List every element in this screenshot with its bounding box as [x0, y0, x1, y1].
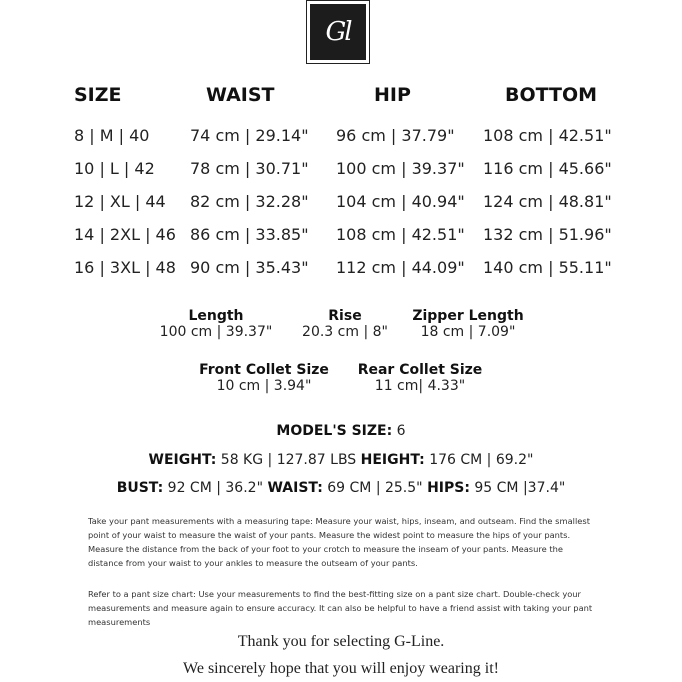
spec-value: 100 cm | 39.37" [159, 324, 273, 340]
thank-you-line: Thank you for selecting G-Line. [237, 633, 445, 650]
header-hip: HIP [374, 84, 411, 106]
table-row [0, 258, 682, 291]
spec-label: Zipper Length [412, 308, 524, 324]
waist-value: 69 CM | 25.5" [327, 480, 423, 496]
size-cell: 10 | L | 42 [74, 159, 155, 178]
bust-value: 92 CM | 36.2" [167, 480, 264, 496]
table-row [0, 159, 682, 192]
bottom-cell: 140 cm | 55.11" [483, 258, 612, 277]
waist-label: WAIST: [267, 480, 323, 496]
spec-label: Front Collet Size [199, 362, 329, 378]
brand-logo-mark [310, 4, 366, 60]
bottom-cell: 108 cm | 42.51" [483, 126, 612, 145]
header-bottom: BOTTOM [505, 84, 598, 106]
waist-cell: 82 cm | 32.28" [190, 192, 309, 211]
size-cell: 16 | 3XL | 48 [74, 258, 176, 277]
weight-value: 58 KG | 127.87 LBS [220, 452, 357, 468]
model-size-label: MODEL'S SIZE: [276, 423, 393, 439]
spec-value: 10 cm | 3.94" [216, 378, 312, 394]
bottom-cell: 116 cm | 45.66" [483, 159, 612, 178]
waist-cell: 74 cm | 29.14" [190, 126, 309, 145]
weight-label: WEIGHT: [148, 452, 217, 468]
measurement-instructions: Take your pant measurements with a measuring tape: Measure your waist, hips, inseam, and outseam. Find the smallest point of your waist to measure the waist of your pants. Measure the widest point to measure the hips of your pants. Measure the distance from the back of your foot to your crotch to measure the inseam of your pants. Measure the distance from your waist to your ankles to measure the outseam of your pants. [88, 516, 590, 568]
brand-logo [306, 0, 370, 64]
model-size-line [0, 423, 682, 439]
table-row [0, 225, 682, 258]
model-measurements-line [0, 480, 682, 496]
closing-line: We sincerely hope that you will enjoy wearing it! [183, 660, 499, 677]
waist-cell: 90 cm | 35.43" [190, 258, 309, 277]
hip-cell: 96 cm | 37.79" [336, 126, 455, 145]
height-label: HEIGHT: [360, 452, 425, 468]
spec-label: Rear Collet Size [357, 362, 483, 378]
waist-cell: 78 cm | 30.71" [190, 159, 309, 178]
model-weight-height-line [0, 452, 682, 468]
waist-cell: 86 cm | 33.85" [190, 225, 309, 244]
size-cell: 8 | M | 40 [74, 126, 150, 145]
brand-logo-text: Gl [325, 17, 351, 47]
hip-cell: 104 cm | 40.94" [336, 192, 465, 211]
size-cell: 14 | 2XL | 46 [74, 225, 176, 244]
size-table-header [0, 84, 682, 117]
height-value: 176 CM | 69.2" [429, 452, 534, 468]
table-row [0, 192, 682, 225]
spec-label: Rise [328, 308, 362, 324]
spec-rise [290, 308, 400, 340]
bottom-cell: 132 cm | 51.96" [483, 225, 612, 244]
hips-label: HIPS: [427, 480, 470, 496]
spec-length [148, 308, 284, 340]
spec-value: 18 cm | 7.09" [420, 324, 516, 340]
bust-label: BUST: [116, 480, 164, 496]
spec-value: 11 cm| 4.33" [374, 378, 466, 394]
hip-cell: 112 cm | 44.09" [336, 258, 465, 277]
size-table [0, 84, 682, 291]
table-row [0, 126, 682, 159]
size-chart-instructions: Refer to a pant size chart: Use your measurements to find the best-fitting size on a pant size chart. Double-check your measurements and measure again to ensure accuracy. It can also be helpful to have a friend assist with taking your pant measurements [88, 589, 593, 627]
bottom-cell: 124 cm | 48.81" [483, 192, 612, 211]
spec-zipper-length [408, 308, 528, 340]
spec-front-collet [196, 362, 332, 394]
size-cell: 12 | XL | 44 [74, 192, 166, 211]
spec-label: Length [188, 308, 244, 324]
hips-value: 95 CM |37.4" [474, 480, 566, 496]
spec-value: 20.3 cm | 8" [302, 324, 388, 340]
header-size: SIZE [74, 84, 122, 106]
spec-rear-collet [352, 362, 488, 394]
model-size-value: 6 [396, 423, 406, 439]
hip-cell: 100 cm | 39.37" [336, 159, 465, 178]
hip-cell: 108 cm | 42.51" [336, 225, 465, 244]
header-waist: WAIST [206, 84, 275, 106]
